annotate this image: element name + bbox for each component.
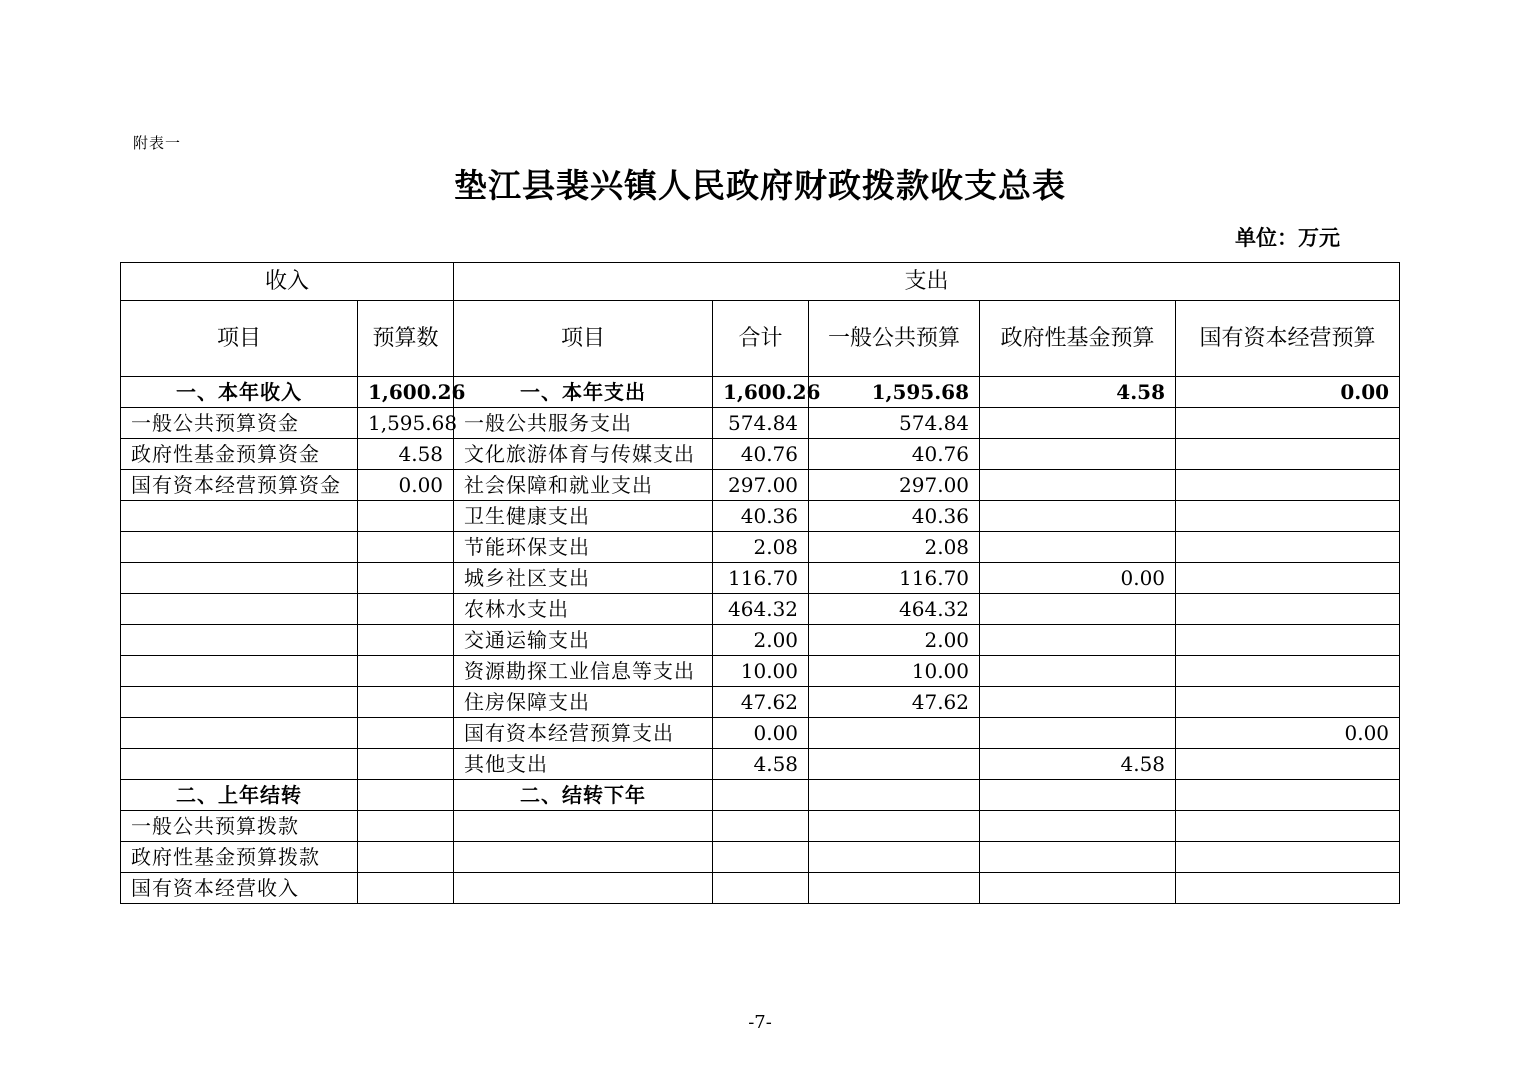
general-public-budget-cell: 2.00 [809,625,980,656]
general-public-budget-cell: 116.70 [809,563,980,594]
table-row [121,749,1400,780]
expense-item-cell: 其他支出 [454,749,713,780]
state-capital-budget-cell [1176,408,1400,439]
income-budget-cell [358,532,454,563]
gov-fund-budget-cell [980,408,1176,439]
state-capital-budget-cell [1176,842,1400,873]
table-row [121,718,1400,749]
income-item-cell [121,687,358,718]
budget-summary-table [120,262,1400,904]
table-row [121,439,1400,470]
income-budget-header: 预算数 [358,301,454,377]
table-row [121,656,1400,687]
income-group-header: 收入 [121,263,454,301]
gov-fund-budget-cell [980,873,1176,904]
income-item-cell [121,563,358,594]
income-item-cell: 一、本年收入 [121,377,358,408]
general-public-budget-cell [809,780,980,811]
total-cell: 47.62 [713,687,809,718]
header-row-groups [121,263,1400,301]
table-row [121,842,1400,873]
income-item-cell [121,749,358,780]
income-budget-cell [358,594,454,625]
gov-fund-budget-cell [980,439,1176,470]
page-number: -7- [748,1012,772,1033]
unit-label: 单位：万元 [1235,225,1340,250]
gov-fund-budget-cell [980,687,1176,718]
table-row [121,625,1400,656]
income-budget-cell [358,687,454,718]
expense-item-cell: 二、结转下年 [454,780,713,811]
section-row [121,780,1400,811]
expense-item-cell: 节能环保支出 [454,532,713,563]
expense-item-cell: 卫生健康支出 [454,501,713,532]
gov-fund-budget-header: 政府性基金预算 [980,301,1176,377]
expense-item-cell: 一、本年支出 [454,377,713,408]
appendix-label: 附表一 [133,134,182,152]
income-budget-cell: 4.58 [358,439,454,470]
gov-fund-budget-cell [980,594,1176,625]
total-cell: 574.84 [713,408,809,439]
state-capital-budget-cell [1176,532,1400,563]
state-capital-budget-cell [1176,873,1400,904]
total-cell: 116.70 [713,563,809,594]
total-cell: 0.00 [713,718,809,749]
income-item-cell [121,718,358,749]
income-item-cell: 一般公共预算拨款 [121,811,358,842]
income-item-cell: 政府性基金预算拨款 [121,842,358,873]
income-item-header: 项目 [121,301,358,377]
income-item-cell [121,501,358,532]
table-row [121,408,1400,439]
state-capital-budget-cell [1176,811,1400,842]
total-cell: 297.00 [713,470,809,501]
income-budget-cell: 0.00 [358,470,454,501]
income-budget-cell [358,718,454,749]
general-public-budget-cell: 297.00 [809,470,980,501]
general-public-budget-cell: 10.00 [809,656,980,687]
income-item-cell [121,656,358,687]
income-budget-cell [358,780,454,811]
total-cell: 40.76 [713,439,809,470]
general-public-budget-cell [809,842,980,873]
gov-fund-budget-cell [980,842,1176,873]
state-capital-budget-cell [1176,594,1400,625]
gov-fund-budget-cell [980,470,1176,501]
total-cell [713,780,809,811]
expense-item-cell: 城乡社区支出 [454,563,713,594]
total-header: 合计 [713,301,809,377]
gov-fund-budget-cell: 4.58 [980,749,1176,780]
table-row [121,501,1400,532]
total-cell [713,842,809,873]
general-public-budget-cell: 2.08 [809,532,980,563]
table-row [121,873,1400,904]
income-item-cell: 一般公共预算资金 [121,408,358,439]
table-row [121,687,1400,718]
total-cell: 4.58 [713,749,809,780]
income-budget-cell [358,749,454,780]
income-item-cell: 国有资本经营收入 [121,873,358,904]
general-public-budget-cell: 40.76 [809,439,980,470]
income-item-cell [121,532,358,563]
gov-fund-budget-cell [980,532,1176,563]
general-public-budget-cell [809,873,980,904]
page-title: 垫江县裴兴镇人民政府财政拨款收支总表 [454,166,1066,205]
income-item-cell: 二、上年结转 [121,780,358,811]
income-budget-cell: 1,595.68 [358,408,454,439]
income-budget-cell [358,842,454,873]
income-item-cell: 国有资本经营预算资金 [121,470,358,501]
gov-fund-budget-cell: 0.00 [980,563,1176,594]
general-public-budget-cell: 464.32 [809,594,980,625]
expense-item-cell: 社会保障和就业支出 [454,470,713,501]
state-capital-budget-cell [1176,656,1400,687]
expense-item-cell: 交通运输支出 [454,625,713,656]
expense-item-cell [454,842,713,873]
gov-fund-budget-cell [980,811,1176,842]
state-capital-budget-cell [1176,749,1400,780]
expense-item-cell: 文化旅游体育与传媒支出 [454,439,713,470]
expense-item-cell: 一般公共服务支出 [454,408,713,439]
income-budget-cell [358,656,454,687]
expense-item-cell: 国有资本经营预算支出 [454,718,713,749]
general-public-budget-header: 一般公共预算 [809,301,980,377]
expense-item-cell [454,873,713,904]
total-cell: 10.00 [713,656,809,687]
gov-fund-budget-cell [980,625,1176,656]
total-cell [713,811,809,842]
expense-group-header: 支出 [454,263,1400,301]
income-budget-cell [358,625,454,656]
state-capital-budget-cell [1176,470,1400,501]
table-row [121,594,1400,625]
expense-item-cell [454,811,713,842]
general-public-budget-cell [809,811,980,842]
state-capital-budget-cell [1176,501,1400,532]
general-public-budget-cell: 47.62 [809,687,980,718]
table-row [121,811,1400,842]
gov-fund-budget-cell [980,780,1176,811]
table-row [121,470,1400,501]
total-cell: 464.32 [713,594,809,625]
general-public-budget-cell: 574.84 [809,408,980,439]
total-cell: 2.08 [713,532,809,563]
total-cell: 40.36 [713,501,809,532]
income-item-cell [121,594,358,625]
general-public-budget-cell [809,718,980,749]
state-capital-budget-cell [1176,687,1400,718]
income-budget-cell [358,811,454,842]
income-budget-cell [358,563,454,594]
state-capital-budget-header: 国有资本经营预算 [1176,301,1400,377]
table-row [121,532,1400,563]
income-budget-cell [358,873,454,904]
state-capital-budget-cell: 0.00 [1176,718,1400,749]
income-item-cell [121,625,358,656]
expense-item-cell: 住房保障支出 [454,687,713,718]
income-budget-cell [358,501,454,532]
total-cell: 1,600.26 [713,377,809,408]
general-public-budget-cell [809,749,980,780]
total-cell: 2.00 [713,625,809,656]
state-capital-budget-cell [1176,563,1400,594]
section-row [121,377,1400,408]
gov-fund-budget-cell [980,718,1176,749]
expense-item-cell: 资源勘探工业信息等支出 [454,656,713,687]
gov-fund-budget-cell [980,501,1176,532]
total-cell [713,873,809,904]
state-capital-budget-cell [1176,780,1400,811]
income-budget-cell: 1,600.26 [358,377,454,408]
general-public-budget-cell: 40.36 [809,501,980,532]
state-capital-budget-cell [1176,625,1400,656]
state-capital-budget-cell [1176,439,1400,470]
state-capital-budget-cell: 0.00 [1176,377,1400,408]
expense-item-header: 项目 [454,301,713,377]
gov-fund-budget-cell [980,656,1176,687]
general-public-budget-cell: 1,595.68 [809,377,980,408]
table-row [121,563,1400,594]
header-row-columns [121,301,1400,377]
income-item-cell: 政府性基金预算资金 [121,439,358,470]
expense-item-cell: 农林水支出 [454,594,713,625]
gov-fund-budget-cell: 4.58 [980,377,1176,408]
